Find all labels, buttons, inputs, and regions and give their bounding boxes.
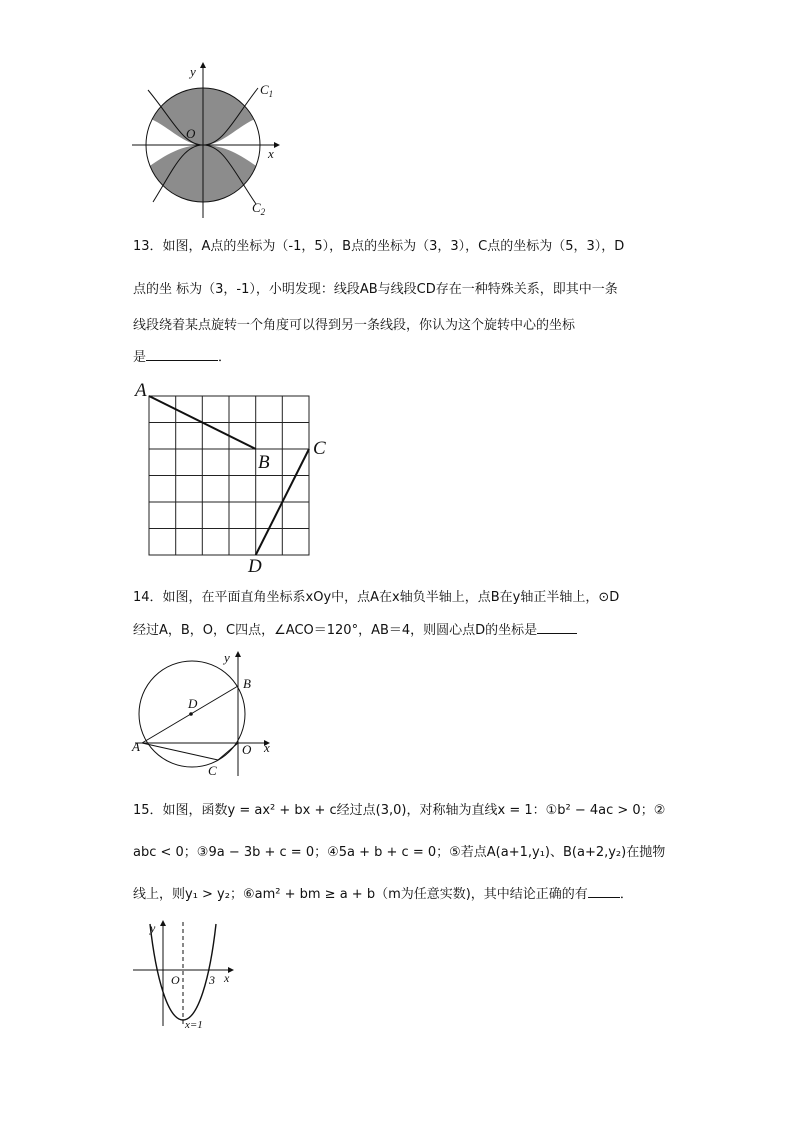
- point-c-label: C: [313, 438, 326, 459]
- answer-blank-14[interactable]: [537, 621, 577, 634]
- point-b-label: B: [243, 676, 251, 691]
- answer-blank-15[interactable]: [588, 885, 620, 898]
- origin-label: O: [171, 973, 180, 987]
- c1-label: $C_1$: [260, 82, 274, 99]
- question-14-line-2: 经过A，B，O，C四点，∠ACO＝120°，AB＝4，则圆心点D的坐标是: [133, 621, 663, 639]
- question-13-line-4: 是 ．: [133, 350, 232, 365]
- point-b-label: B: [258, 452, 270, 473]
- origin-label: O: [242, 742, 252, 757]
- question-13-line-2: 点的坐 标为（3，-1），小明发现：线段AB与线段CD存在一种特殊关系，即其中一条: [133, 282, 618, 297]
- point-d-label: D: [248, 556, 262, 577]
- origin-label: O: [186, 126, 196, 141]
- y-axis-label: y: [224, 650, 230, 665]
- y-axis-label: y: [190, 64, 196, 79]
- question-15-line-2: abc < 0；③9a − 3b + c = 0；④5a + b + c = 0；⑤若点A(a+1,y₁)、B(a+2,y₂)在抛物: [133, 845, 666, 860]
- symmetry-axis-label: x=1: [185, 1019, 203, 1031]
- x-axis-label: x: [268, 146, 274, 161]
- grid-lines: [149, 396, 309, 555]
- segment-co: [218, 743, 238, 760]
- question-15-line-1: 15．如图，函数y = ax² + bx + c经过点(3,0)，对称轴为直线x = 1：①b² − 4ac > 0；②: [133, 803, 666, 818]
- question-13-answer-prefix: 是: [133, 350, 147, 365]
- figure-grid: [130, 380, 340, 575]
- c2-label: $C_2$: [252, 200, 266, 217]
- figure-circle-parabolas: [128, 60, 288, 220]
- point-a-label: A: [132, 739, 140, 754]
- point-d-label: D: [188, 696, 198, 711]
- figure-parabola: [128, 918, 243, 1033]
- question-15-line-3: 线上，则y₁ > y₂；⑥am² + bm ≥ a + b（m为任意实数)，其中结论正确的有 ．: [133, 887, 633, 902]
- answer-blank-13[interactable]: [146, 348, 218, 361]
- question-13-line-3: 线段绕着某点旋转一个角度可以得到另一条线段，你认为这个旋转中心的坐标: [133, 318, 576, 333]
- root-three-label: 3: [209, 973, 215, 987]
- point-c-label: C: [208, 763, 217, 778]
- question-14-line-1: 14．如图，在平面直角坐标系xOy中，点A在x轴负半轴上，点B在y轴正半轴上，⊙D: [133, 590, 620, 605]
- y-axis-label: y: [150, 921, 156, 935]
- figure-circle-d: [130, 648, 280, 783]
- segment-ac: [142, 743, 218, 760]
- x-axis-label: x: [264, 740, 270, 755]
- question-13-line-1: 13．如图，A点的坐标为（-1，5），B点的坐标为（3，3），C点的坐标为（5，3），D: [133, 239, 625, 254]
- center-d-dot: [189, 712, 193, 716]
- x-axis-label: x: [224, 971, 230, 985]
- point-a-label: A: [135, 380, 147, 401]
